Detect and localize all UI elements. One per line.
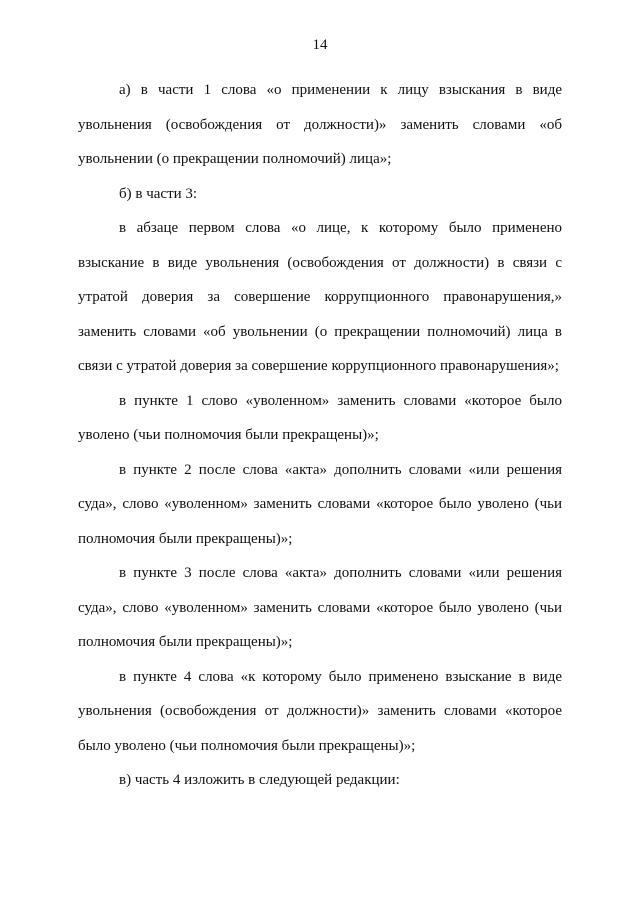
paragraph-punkt-1: в пункте 1 слово «уволенном» заменить словами «которое было уволено (чьи полномочия были прекращены)»;: [78, 392, 562, 443]
paragraph-v: в) часть 4 изложить в следующей редакции:: [119, 772, 400, 788]
page-number: 14: [312, 37, 328, 53]
document-body: [78, 73, 562, 798]
paragraph-punkt-2: в пункте 2 после слова «акта» дополнить словами «или решения суда», слово «уволенном» заменить словами «которое было уволено (чьи полномочия были прекращены)»;: [78, 461, 562, 547]
paragraph-punkt-3: в пункте 3 после слова «акта» дополнить словами «или решения суда», слово «уволенном» заменить словами «которое было уволено (чьи полномочия были прекращены)»;: [78, 565, 562, 650]
paragraph-first-abzac: в абзаце первом слова «о лице, к которому было применено взыскание в виде увольнения (освобождения от должности) в связи с утратой доверия за совершение коррупционного правонарушения,» заменить словами «об увольнении (о прекращении полномочий) лица в связи с утратой доверия за совершение коррупционного правонарушения»;: [78, 220, 562, 374]
paragraph-punkt-4: в пункте 4 слова «к которому было применено взыскание в виде увольнения (освобождения от должности)» заменить словами «которое было уволено (чьи полномочия были прекращены)»;: [78, 668, 562, 754]
paragraph-b: б) в части 3:: [119, 185, 198, 202]
paragraph-a: а) в части 1 слова «о применении к лицу взыскания в виде увольнения (освобождения от должности)» заменить словами «об увольнении (о прекращении полномочий) лица»;: [78, 82, 562, 167]
